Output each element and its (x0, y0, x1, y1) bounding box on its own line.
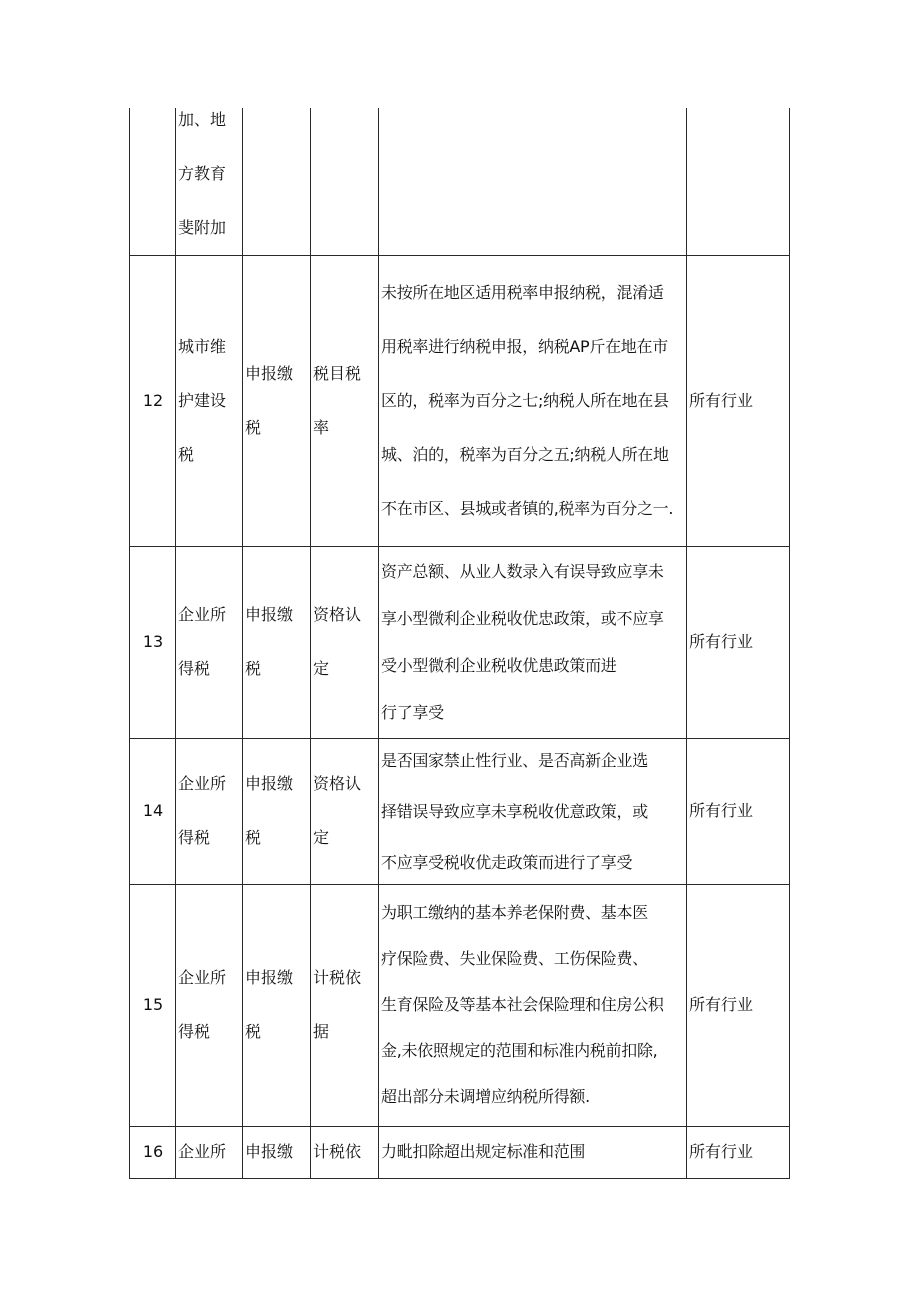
process-text: 申报缴 税 (245, 968, 294, 1041)
tax-risk-table (129, 108, 790, 1179)
tax-type-text: 企业所 得税 (178, 774, 227, 847)
row-number-cell (129, 546, 176, 738)
description-cell (378, 108, 687, 255)
row-number-cell (129, 255, 176, 546)
tax-type-cell (175, 255, 243, 546)
process-text: 申报缴 税 (245, 363, 294, 437)
process-cell (242, 884, 311, 1126)
industry-cell (686, 255, 790, 546)
process-text: 申报缴 税 (245, 774, 294, 847)
table-row (129, 884, 790, 1127)
table-row (129, 738, 790, 885)
industry-text: 所有行业 (689, 1142, 754, 1161)
row-number: 16 (142, 1142, 164, 1161)
description-cell (378, 255, 687, 546)
tax-type-cell (175, 738, 243, 884)
process-cell (242, 108, 311, 255)
description-cell (378, 738, 687, 884)
row-number: 14 (142, 801, 164, 820)
risk-point-text: 税目税 率 (313, 363, 362, 437)
tax-type-text: 企业所 (178, 1142, 227, 1161)
tax-type-cell (175, 546, 243, 738)
description-text: 为职工缴纳的基本养老保附费、基本医 疗保险费、失业保险费、工伤保险费、 生育保险及等基本社会保险理和住房公积 金,未依照规定的范围和标准内税前扣除, 超出部分未调增应纳税所得额. (381, 903, 664, 1106)
industry-cell (686, 884, 790, 1126)
table-row (129, 108, 790, 256)
tax-type-text: 企业所 得税 (178, 605, 227, 678)
industry-text: 所有行业 (689, 995, 754, 1014)
industry-cell (686, 1126, 790, 1178)
tax-type-text: 城市维 护建设 税 (178, 336, 227, 464)
risk-point-cell (310, 108, 379, 255)
tax-type-cell (175, 1126, 243, 1178)
industry-text: 所有行业 (689, 390, 754, 410)
risk-point-cell (310, 884, 379, 1126)
row-number-cell (129, 884, 176, 1126)
industry-cell (686, 738, 790, 884)
description-text: 资产总额、从业人数录入有误导致应享未 享小型微利企业税收优忠政策，或不应享 受小型微利企业税收优患政策而进 行了享受 (381, 562, 664, 722)
risk-point-cell (310, 546, 379, 738)
table-row (129, 255, 790, 547)
description-text: 是否国家禁止性行业、是否高新企业选 择错误导致应享未享税收优意政策，或 不应享受税收优走政策而进行了享受 (381, 750, 648, 872)
industry-cell (686, 546, 790, 738)
tax-type-text: 企业所 得税 (178, 968, 227, 1041)
risk-point-text: 计税依 (313, 1142, 362, 1161)
process-cell (242, 255, 311, 546)
process-cell (242, 1126, 311, 1178)
risk-point-text: 资格认 定 (313, 605, 362, 678)
tax-type-text: 加、地 方教育 斐附加 (178, 110, 227, 237)
industry-cell (686, 108, 790, 255)
row-number-cell (129, 108, 176, 255)
row-number-cell (129, 738, 176, 884)
tax-type-cell (175, 108, 243, 255)
risk-point-text: 资格认 定 (313, 774, 362, 847)
risk-point-cell (310, 255, 379, 546)
row-number: 13 (142, 632, 164, 651)
risk-point-cell (310, 738, 379, 884)
process-text: 申报缴 税 (245, 605, 294, 678)
process-cell (242, 546, 311, 738)
row-number: 15 (142, 995, 164, 1014)
table-row (129, 546, 790, 739)
row-number-cell (129, 1126, 176, 1178)
description-text: 未按所在地区适用税率申报纳税，混淆适 用税率进行纳税申报，纳税AP斤在地在市 区的，税率为百分之七;纳税人所在地在县 城、泊的，税率为百分之五;纳税人所在地 不在市区、县城或者镇的,税率为百分之一. (381, 282, 674, 518)
industry-text: 所有行业 (689, 801, 754, 820)
risk-point-cell (310, 1126, 379, 1178)
process-text: 申报缴 (245, 1142, 294, 1161)
tax-type-cell (175, 884, 243, 1126)
description-cell (378, 546, 687, 738)
description-cell (378, 1126, 687, 1178)
process-cell (242, 738, 311, 884)
row-number: 12 (142, 390, 164, 410)
description-cell (378, 884, 687, 1126)
industry-text: 所有行业 (689, 632, 754, 651)
description-text: 力毗扣除超出规定标准和范围 (381, 1142, 586, 1161)
table-row (129, 1126, 790, 1179)
risk-point-text: 计税依 据 (313, 968, 362, 1041)
